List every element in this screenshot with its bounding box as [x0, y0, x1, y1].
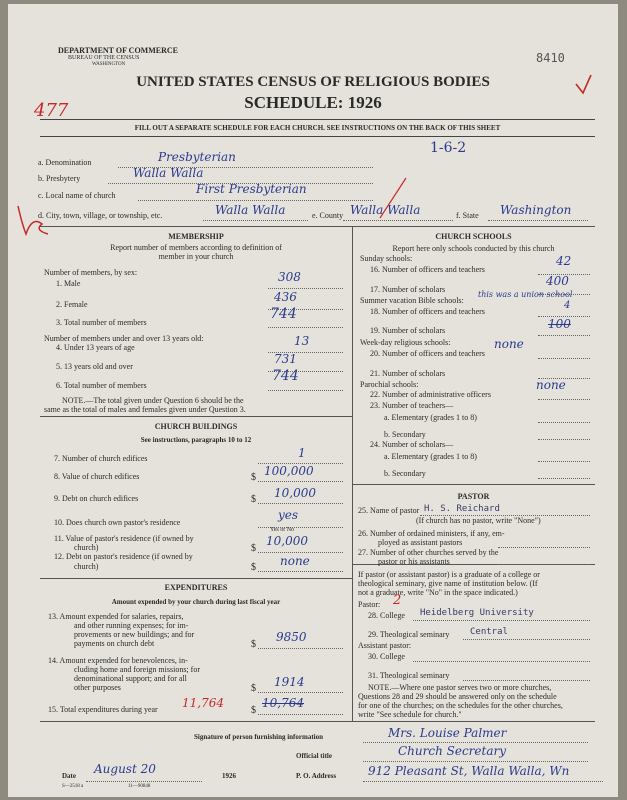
q16-value: 42 [556, 254, 572, 268]
bureau-city: WASHINGTON [92, 62, 126, 67]
membership-intro-2: member in your church [158, 252, 234, 261]
q25-value: H. S. Reichard [424, 504, 500, 514]
membership-heading: MEMBERSHIP [168, 232, 224, 241]
q7-label: 7. Number of church edifices [54, 454, 148, 463]
classification-code: 1-6-2 [430, 140, 467, 156]
q9-line [258, 503, 343, 504]
denomination-label: a. Denomination [38, 158, 92, 167]
q23-secondary-line [538, 439, 590, 440]
buildings-bottom-rule [40, 578, 352, 579]
q17-label: 17. Number of scholars [370, 285, 446, 294]
schools-intro: Report here only schools conducted by this church [392, 244, 555, 253]
q21-label: 21. Number of scholars [370, 369, 446, 378]
church-name-value: First Presbyterian [196, 182, 307, 196]
q13-line-1: 13. Amount expended for salaries, repairs, [48, 612, 184, 621]
church-name-line [138, 200, 373, 201]
q23-elementary-line [538, 422, 590, 423]
state-value: Washington [500, 203, 572, 217]
q18-value: 4 [564, 300, 571, 311]
q22-value: none [536, 378, 566, 392]
weekday-schools-label: Week-day religious schools: [360, 338, 451, 347]
po-address-line [363, 781, 603, 782]
q25-label: 25. Name of pastor [358, 506, 420, 515]
graduate-note-1: If pastor (or assistant pastor) is a graduate of a college or [358, 570, 540, 579]
q24-secondary-label: b. Secondary [384, 469, 426, 478]
q2-value: 436 [274, 290, 297, 304]
print-number: 11—90848 [128, 784, 151, 789]
q10-hint: Yes or No [270, 527, 295, 533]
bureau-name: BUREAU OF THE CENSUS [68, 55, 140, 61]
q14-line-2: cluding home and foreign missions; for [74, 665, 200, 674]
census-schedule-sheet [8, 4, 618, 797]
q31-line [463, 680, 590, 681]
q22-label: 22. Number of administrative officers [370, 390, 491, 399]
q6-line [268, 390, 343, 391]
q1-line [268, 288, 343, 289]
city-line [203, 220, 308, 221]
q14-dollar: $ [251, 683, 256, 694]
official-title-label: Official title [296, 752, 332, 760]
q15-value: 10,764 [262, 696, 304, 710]
q27-line [498, 564, 590, 565]
q17-value: 400 [546, 274, 569, 288]
q6-value: 744 [272, 368, 299, 384]
signature-value: Mrs. Louise Palmer [388, 726, 507, 740]
summer-schools-label: Summer vacation Bible schools: [360, 296, 464, 305]
q14-value: 1914 [274, 675, 305, 689]
pastor-note-3: for one of the churches; on the schedules for the other churches, [358, 701, 563, 710]
county-label: e. County [312, 211, 344, 220]
q6-label: 6. Total number of members [56, 381, 147, 390]
q4-value: 13 [294, 334, 310, 348]
q25-hint: (If church has no pastor, write "None") [416, 516, 541, 525]
q26-line-2: ployed as assistant pastors [378, 538, 463, 547]
q2-label: 2. Female [56, 300, 88, 309]
pastor-note-1: NOTE.—Where one pastor serves two or more churches, [368, 683, 552, 692]
q11-label-2: church) [74, 543, 99, 552]
q14-line-1: 14. Amount expended for benevolences, in- [48, 656, 188, 665]
q7-value: 1 [298, 446, 306, 460]
q11-dollar: $ [251, 543, 256, 554]
q5-value: 731 [274, 352, 297, 366]
q11-label-1: 11. Value of pastor's residence (if owned by [54, 534, 194, 543]
q13-line-4: payments on church debt [74, 639, 155, 648]
q12-line [258, 571, 343, 572]
presbytery-label: b. Presbytery [38, 174, 81, 183]
pastor-red-mark: 2 [393, 593, 402, 608]
q10-value: yes [278, 508, 299, 522]
q13-amount-line [258, 648, 343, 649]
q28-label: 28. College [368, 611, 405, 620]
membership-bottom-rule [40, 416, 352, 417]
q12-label-2: church) [74, 562, 99, 571]
q26-line-1: 26. Number of ordained ministers, if any, em- [358, 529, 505, 538]
po-address-value: 912 Pleasant St, Walla Walla, Wn [368, 764, 570, 778]
q9-dollar: $ [251, 494, 256, 505]
q23-label: 23. Number of teachers— [370, 401, 454, 410]
q19-line [538, 335, 590, 336]
q29-value: Central [470, 627, 508, 637]
county-value: Walla Walla [350, 203, 421, 217]
q23-elementary-label: a. Elementary (grades 1 to 8) [384, 413, 477, 422]
q9-value: 10,000 [274, 486, 316, 500]
state-line [488, 220, 588, 221]
q13-line-2: and other running expenses; for im- [74, 621, 189, 630]
q8-dollar: $ [251, 472, 256, 483]
q30-label: 30. College [368, 652, 405, 661]
date-label: Date [62, 772, 76, 780]
q29-label: 29. Theological seminary [368, 630, 450, 639]
instruction-rule-bottom [40, 136, 595, 137]
official-title-value: Church Secretary [398, 744, 507, 758]
q9-label: 9. Debt on church edifices [54, 494, 139, 503]
members-by-sex-label: Number of members, by sex: [44, 268, 138, 277]
summer-school-note: this was a union school [478, 290, 573, 299]
q4-label: 4. Under 13 years of age [56, 343, 135, 352]
q24-secondary-line [538, 478, 590, 479]
membership-note-2: same as the total of males and females given under Question 3. [44, 405, 246, 414]
q31-label: 31. Theological seminary [368, 671, 450, 680]
q20-value: none [494, 337, 524, 351]
q3-value: 744 [270, 306, 297, 322]
graduate-note-2: theological seminary, give name of institution below. (If [358, 579, 538, 588]
official-title-line [363, 761, 588, 762]
q24-elementary-label: a. Elementary (grades 1 to 8) [384, 452, 477, 461]
buildings-heading: CHURCH BUILDINGS [154, 422, 238, 431]
graduate-note-3: not a graduate, write "No" in the space indicated.) [358, 588, 518, 597]
expenditures-heading: EXPENDITURES [164, 583, 228, 592]
q8-value: 100,000 [264, 464, 314, 478]
form-number: S—2518 a [62, 784, 84, 789]
q30-line [413, 661, 590, 662]
instruction-banner: FILL OUT A SEPARATE SCHEDULE FOR EACH CHURCH. SEE INSTRUCTIONS ON THE BACK OF THIS SHEET [134, 124, 501, 132]
q23-secondary-label: b. Secondary [384, 430, 426, 439]
pastor-note-4: write "See schedule for church." [358, 710, 462, 719]
state-label: f. State [456, 211, 479, 220]
form-title: UNITED STATES CENSUS OF RELIGIOUS BODIES [136, 74, 490, 90]
q3-line [268, 327, 343, 328]
column-divider [352, 226, 353, 721]
q22-line [538, 399, 590, 400]
red-pencil-stroke [374, 174, 414, 224]
instruction-rule-top [40, 119, 595, 120]
red-tally-number: 477 [34, 100, 69, 121]
date-value: August 20 [94, 762, 156, 776]
sunday-schools-label: Sunday schools: [360, 254, 413, 263]
q28-value: Heidelberg University [420, 608, 534, 618]
q10-label: 10. Does church own pastor's residence [54, 518, 181, 527]
q1-label: 1. Male [56, 279, 81, 288]
department-name: DEPARTMENT OF COMMERCE [58, 46, 179, 55]
presbytery-value: Walla Walla [133, 166, 204, 180]
q27-line-1: 27. Number of other churches served by the [358, 548, 499, 557]
q12-value: none [280, 554, 310, 568]
form-subtitle: SCHEDULE: 1926 [244, 93, 382, 112]
church-name-label: c. Local name of church [38, 191, 116, 200]
q12-dollar: $ [251, 562, 256, 573]
q13-dollar: $ [251, 639, 256, 650]
q13-value: 9850 [276, 630, 307, 644]
membership-intro-1: Report number of members according to definition of [110, 243, 282, 252]
city-label: d. City, town, village, or township, etc. [38, 211, 163, 220]
q15-label: 15. Total expenditures during year [48, 705, 158, 714]
q1-value: 308 [278, 270, 301, 284]
date-year: 1926 [222, 772, 236, 780]
q26-line [498, 547, 590, 548]
q14-line-3: denominational support; and for all [74, 674, 187, 683]
pastor-sub-label: Pastor: [358, 600, 381, 609]
signature-label: Signature of person furnishing information [194, 733, 323, 741]
section-bottom-rule [40, 721, 595, 722]
q16-label: 16. Number of officers and teachers [370, 265, 485, 274]
q18-label: 18. Number of officers and teachers [370, 307, 485, 316]
q8-line [258, 481, 343, 482]
q28-line [413, 620, 590, 621]
schools-bottom-rule [352, 484, 595, 485]
q15-dollar: $ [251, 705, 256, 716]
q12-label-1: 12. Debt on pastor's residence (if owned by [54, 552, 193, 561]
q14-line-4: other purposes [74, 683, 121, 692]
q20-label: 20. Number of officers and teachers [370, 349, 485, 358]
q24-label: 24. Number of scholars— [370, 440, 454, 449]
q27-line-2: pastor or his assistants [378, 557, 450, 566]
parochial-schools-label: Parochial schools: [360, 380, 419, 389]
membership-note-1: NOTE.—The total given under Question 6 should be the [62, 396, 244, 405]
q19-label: 19. Number of scholars [370, 326, 446, 335]
q29-line [463, 639, 590, 640]
expenditures-subheading: Amount expended by your church during last fiscal year [111, 598, 281, 606]
q19-value: 100 [548, 317, 571, 331]
pastor-heading: PASTOR [457, 492, 490, 501]
q11-value: 10,000 [266, 534, 308, 548]
q11-line [258, 552, 343, 553]
check-mark-icon [574, 74, 594, 96]
q8-label: 8. Value of church edifices [54, 472, 140, 481]
denomination-value: Presbyterian [158, 150, 236, 164]
q15-corrected-value: 11,764 [182, 696, 224, 710]
members-by-age-label: Number of members under and over 13 years old: [44, 334, 204, 343]
signature-line [363, 742, 588, 743]
q5-label: 5. 13 years old and over [56, 362, 133, 371]
q15-amount-line [258, 714, 343, 715]
q13-line-3: provements or new buildings; and for [74, 630, 195, 639]
date-line [86, 781, 202, 782]
assistant-pastor-label: Assistant pastor: [358, 641, 412, 650]
q20-line [538, 358, 590, 359]
q14-amount-line [258, 692, 343, 693]
section-top-rule [40, 226, 595, 227]
city-value: Walla Walla [215, 203, 286, 217]
po-address-label: P. O. Address [296, 772, 337, 780]
pastor-note-2: Questions 28 and 29 should be answered only on the schedule [358, 692, 557, 701]
q3-label: 3. Total number of members [56, 318, 147, 327]
q24-elementary-line [538, 461, 590, 462]
stamp-number: 8410 [536, 51, 565, 65]
schools-heading: CHURCH SCHOOLS [435, 232, 512, 241]
buildings-subheading: See instructions, paragraphs 10 to 12 [140, 436, 252, 444]
